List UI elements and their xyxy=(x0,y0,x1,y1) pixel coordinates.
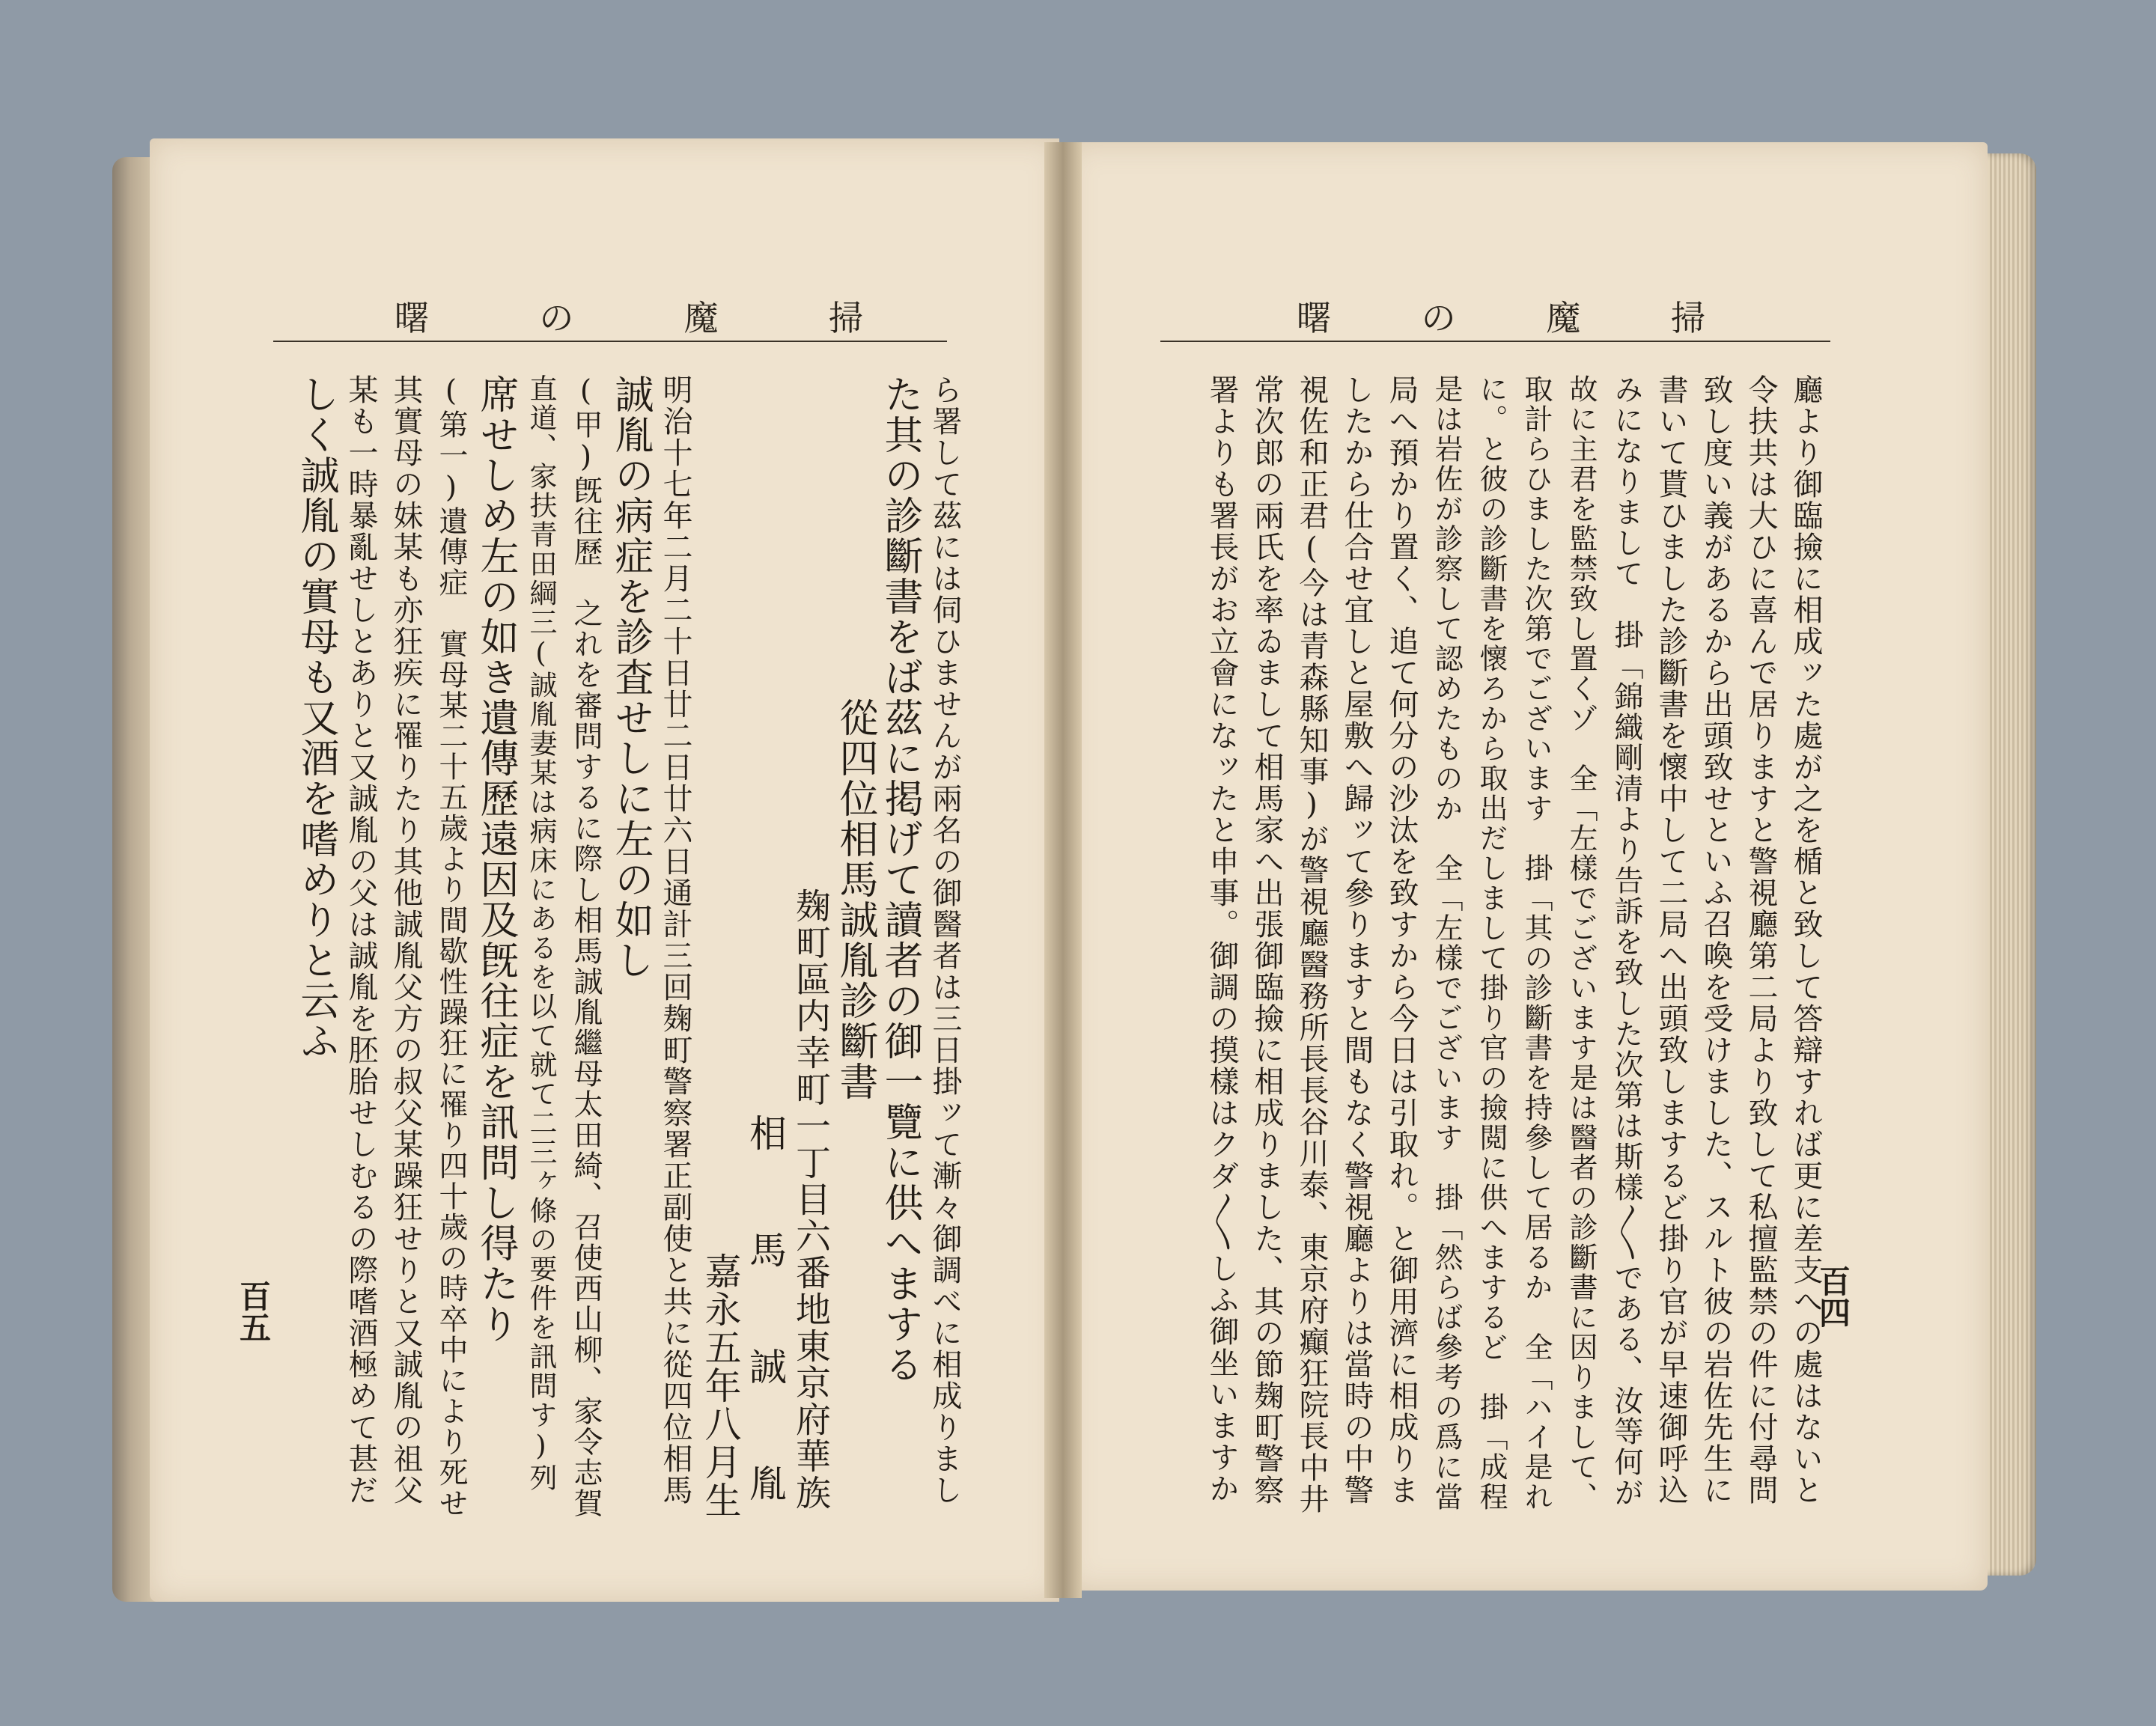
book-gutter xyxy=(1044,142,1082,1598)
left-title-char-1: 曙 xyxy=(395,298,429,338)
right-text-column: 常次郎の兩氏を率ゐまして相馬家へ出張御臨撿に相成りました、其の節麹町警察 xyxy=(1249,374,1284,1506)
right-text-column: 是は岩佐が診察して認めたものか 全「左樣でございます 掛「然らば參考の爲に當 xyxy=(1430,374,1463,1512)
left-header-rule xyxy=(273,341,947,342)
right-text-column: みになりまして 掛「錦織剛清より告訴を致した次第は斯樣〳〵である、汝等何が xyxy=(1610,374,1643,1508)
left-text-column: ら署して茲には伺ひませんが兩名の御醫者は三日掛ッて漸々御調べに相成りまし xyxy=(928,374,962,1506)
left-text-column: 麹町區内幸町一丁目六番地東京府華族 xyxy=(790,374,831,1511)
right-title-char-2: の xyxy=(1421,298,1456,338)
left-page-number: 百五 xyxy=(235,1280,272,1343)
right-page-number: 百四 xyxy=(1815,1265,1851,1328)
left-text-column: 相 馬 誠 胤 xyxy=(743,374,787,1503)
left-text-column: (第一)遺傳症 實母某二十五歲より間歇性躁狂に罹り四十歲の時卒中により死せ xyxy=(434,374,468,1519)
left-text-column: 其實母の妹某も亦狂疾に罹りたり其他誠胤父方の叔父某躁狂せりと又誠胤の祖父 xyxy=(389,374,423,1506)
left-text-column: 明治十七年二月二十日廿二日廿六日通計三回麹町警察署正副使と共に從四位相馬 xyxy=(658,374,692,1506)
left-text-column: しく誠胤の實母も又酒を嗜めりと云ふ xyxy=(293,374,338,1061)
left-text-column: た其の診斷書をば茲に掲げて讀者の御一覽に供へまする xyxy=(877,374,922,1385)
right-text-column: 書いて貰ひました診斷書を懷中して二局へ出頭致しまするど掛り官が早速御呼込 xyxy=(1654,374,1688,1506)
right-text-column: 取計らひました次第でございます 掛「其の診斷書を持參して居るか 全「ハイ是れ xyxy=(1520,374,1553,1512)
left-title-char-2: の xyxy=(539,298,574,338)
left-text-column: 某も一時暴亂せしとありと又誠胤の父は誠胤を胚胎せしむるの際嗜酒極めて甚だ xyxy=(344,374,378,1506)
left-running-title xyxy=(382,293,876,338)
left-title-char-4: 掃 xyxy=(828,298,863,338)
left-text-column: 從四位相馬誠胤診斷書 xyxy=(832,374,877,1102)
right-title-char-1: 曙 xyxy=(1297,298,1331,338)
right-title-char-3: 魔 xyxy=(1546,298,1581,338)
right-text-column: 視佐和正君(今は青森縣知事)が警視廳醫務所長長谷川泰、東京府癲狂院長中井 xyxy=(1294,374,1329,1515)
left-text-column: 直道、家扶青田綱三(誠胤妻某は病床にあるを以て就て二三ヶ條の要件を訊問す)列 xyxy=(525,374,557,1492)
left-text-column: 席せしめ左の如き遺傳歷遠因及旣往症を訊問し得たり xyxy=(473,374,518,1344)
right-header-rule xyxy=(1160,341,1830,342)
left-text-column: 嘉永五年八月生 xyxy=(699,374,742,1519)
right-text-column: 故に主君を監禁致し置くゾ 全「左樣でございます是は醫者の診斷書に因りまして、 xyxy=(1565,374,1598,1512)
right-text-column: したから仕合せ宜しと屋敷へ歸ッて參りますと間もなく警視廳よりは當時の中警 xyxy=(1339,374,1374,1506)
right-text-column: に。と彼の診斷書を懷ろから取出だしまして掛り官の撿閲に供へまするど 掛「成程 xyxy=(1475,374,1508,1512)
left-text-column: 誠胤の病症を診査せしに左の如し xyxy=(608,374,653,981)
left-text-column: (甲)旣往歷 之れを審問するに際し相馬誠胤繼母太田綺、召使西山柳、家令志賀 xyxy=(569,374,603,1519)
right-running-title xyxy=(1284,293,1718,338)
right-text-column: 致し度い義があるから出頭致せといふ召喚を受けました、スルト彼の岩佐先生に xyxy=(1699,374,1733,1506)
right-title-char-4: 掃 xyxy=(1670,298,1705,338)
right-text-column: 局へ預かり置く、追て何分の沙汰を致すから今日は引取れ。と御用濟に相成りま xyxy=(1384,374,1419,1506)
right-text-column: 廳より御臨撿に相成ッた處が之を楯と致して答辯すれば更に差支への處はないと xyxy=(1788,374,1823,1506)
left-title-char-3: 魔 xyxy=(683,298,719,338)
right-text-column: 署よりも署長がお立會になッたと申事。御調の摸樣はクダ〳〵しふ御坐いますか xyxy=(1205,374,1239,1504)
right-text-column: 令扶共は大ひに喜んで居りますと警視廳第二局より致して私擅監禁の件に付尋問 xyxy=(1744,374,1778,1506)
